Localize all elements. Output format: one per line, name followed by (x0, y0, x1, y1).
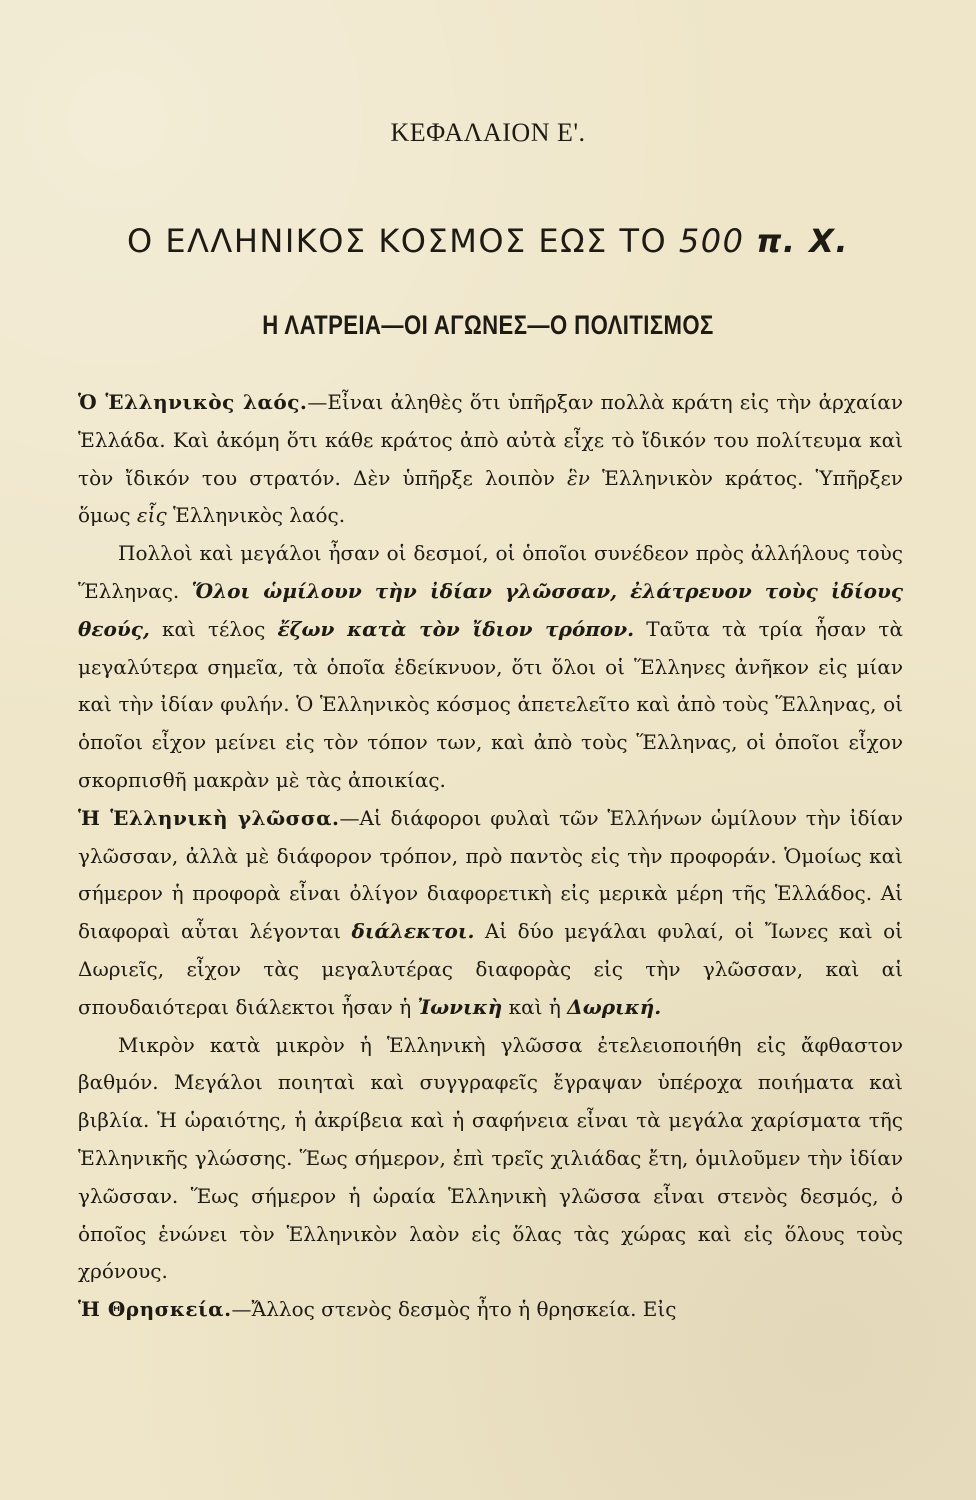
emphasis-phrase: Δωρική. (567, 994, 662, 1019)
paragraph-language-perfection: Μικρὸν κατὰ μικρὸν ἡ Ἑλληνικὴ γλῶσσα ἐτελειοποιήθη εἰς ἄφθαστον βαθμόν. Μεγάλοι ποιηταὶ καὶ συγγραφεῖς ἔγραψαν ὑπέροχα ποιήματα καὶ βιβλία. Ἡ ὡραιότης, ἡ ἀκρίβεια καὶ ἡ σαφήνεια εἶναι τὰ μεγάλα χαρίσματα τῆς Ἑλληνικῆς γλώσσης. Ἕως σήμερον, ἐπὶ τρεῖς χιλιάδας ἔτη, ὁμιλοῦμεν τὴν ἰδίαν γλῶσσαν. Ἕως σήμερον ἡ ὡραία Ἑλληνικὴ γλῶσσα εἶναι στενὸς δεσμός, ὁ ὁποῖος ἑνώνει τὸν Ἑλληνικὸν λαὸν εἰς ὅλας τὰς χώρας καὶ εἰς ὅλους τοὺς χρόνους. (78, 1032, 903, 1284)
paragraph-greek-language (78, 800, 903, 1027)
paragraph-text: Ἑλληνικὸς λαός. (166, 503, 346, 528)
emphasis-phrase: Ἰωνικὴ (417, 994, 503, 1019)
section-heading-language: Ἡ Ἑλληνικὴ γλῶσσα. (78, 805, 340, 830)
paragraph-text: —Εἶναι ἀληθὲς ὅτι ὑπῆρξαν πολλὰ κράτη εἰς τὴν ἀρχαίαν Ἑλλάδα. Καὶ ἀκόμη ὅτι κάθε κράτος ἀπὸ αὐτὰ εἶχε τὸ ἴδικόν του πολίτευμα καὶ τὸν ἴδικόν του στρατόν. Δὲν ὑπῆρξε λοιπὸν (78, 390, 903, 490)
chapter-heading: ΚΕΦΑΛΑΙΟΝ Ε'. (390, 118, 586, 147)
emphasis-phrase: ἔζων κατὰ τὸν ἴδιον τρόπον. (277, 616, 635, 641)
paragraph-text: καὶ τέλος (149, 616, 278, 641)
paragraph-text: Αἱ δύο μεγάλαι φυλαί, οἱ Ἴωνες καὶ οἱ Δωριεῖς, εἶχον τὰς μεγαλυτέρας διαφορὰς εἰς τὴν γλῶσσαν, καὶ αἱ σπουδαιότεραι διάλεκτοι ἦσαν ἡ (78, 919, 904, 1019)
paragraph-text: Ταῦτα τὰ τρία ἦσαν τὰ μεγαλύτερα σημεῖα, τὰ ὁποῖα ἐδείκνυον, ὅτι ὅλοι οἱ Ἕλληνες ἀνῆκον εἰς μίαν καὶ τὴν ἰδίαν φυλήν. Ὁ Ἑλληνικὸς κόσμος ἀπετελεῖτο καὶ ἀπὸ τοὺς Ἕλληνας, οἱ ὁποῖοι εἶχον μείνει εἰς τὸν τόπον των, καὶ ἀπὸ τοὺς Ἕλληνας, οἱ ὁποῖοι εἶχον σκορπισθῆ μακρὰν μὲ τὰς ἀποικίας. (78, 616, 903, 792)
emphasis-word: εἷς (136, 503, 167, 528)
emphasis-phrase: διάλεκτοι. (351, 919, 475, 944)
emphasis-phrase: Ὅλοι ὡμίλουν τὴν ἰδίαν γλῶσσαν, ἐλάτρευον τοὺς ἰδίους θεούς, (78, 578, 903, 641)
paragraph-text: —Ἄλλος στενὸς δεσμὸς ἦτο ἡ θρησκεία. Εἰς (231, 1297, 677, 1322)
page-title (0, 222, 976, 260)
section-heading-people: Ὁ Ἑλληνικὸς λαός. (78, 390, 308, 414)
emphasis-word: ἓν (567, 465, 590, 490)
section-heading-religion: Ἡ Θρησκεία. (78, 1297, 232, 1322)
paragraph-religion (78, 1291, 903, 1329)
body-text (78, 384, 903, 1329)
title-abbr: π. Χ. (756, 222, 850, 260)
title-main: Ο ΕΛΛΗΝΙΚΟΣ ΚΟΣΜΟΣ ΕΩΣ ΤΟ (126, 222, 668, 260)
title-number: 500 (678, 222, 745, 260)
paragraph-text: Πολλοὶ καὶ μεγάλοι ἦσαν οἱ δεσμοί, οἱ ὁποῖοι συνέδεον πρὸς ἀλλήλους τοὺς Ἕλληνας. (78, 541, 903, 603)
paragraph-bonds (78, 535, 903, 800)
paragraph-text: —Αἱ διάφοροι φυλαὶ τῶν Ἑλλήνων ὡμίλουν τὴν ἰδίαν γλῶσσαν, ἀλλὰ μὲ διάφορον τρόπον, πρὸ παντὸς εἰς τὴν προφοράν. Ὁμοίως καὶ σήμερον ἡ προφορὰ εἶναι ὀλίγον διαφορετικὴ εἰς μερικὰ μέρη τῆς Ἑλλάδος. Αἱ διαφοραὶ αὗται λέγονται (78, 805, 904, 944)
paragraph-text: καὶ ἡ (502, 994, 568, 1019)
paragraph-greek-people (78, 384, 903, 535)
subtitle: Η ΛΑΤΡΕΙΑ—ΟΙ ΑΓΩΝΕΣ—Ο ΠΟΛΙΤΙΣΜΟΣ (262, 310, 714, 340)
paragraph-text: Ἑλληνικὸν κράτος. Ὑπῆρξεν ὅμως (78, 465, 903, 528)
